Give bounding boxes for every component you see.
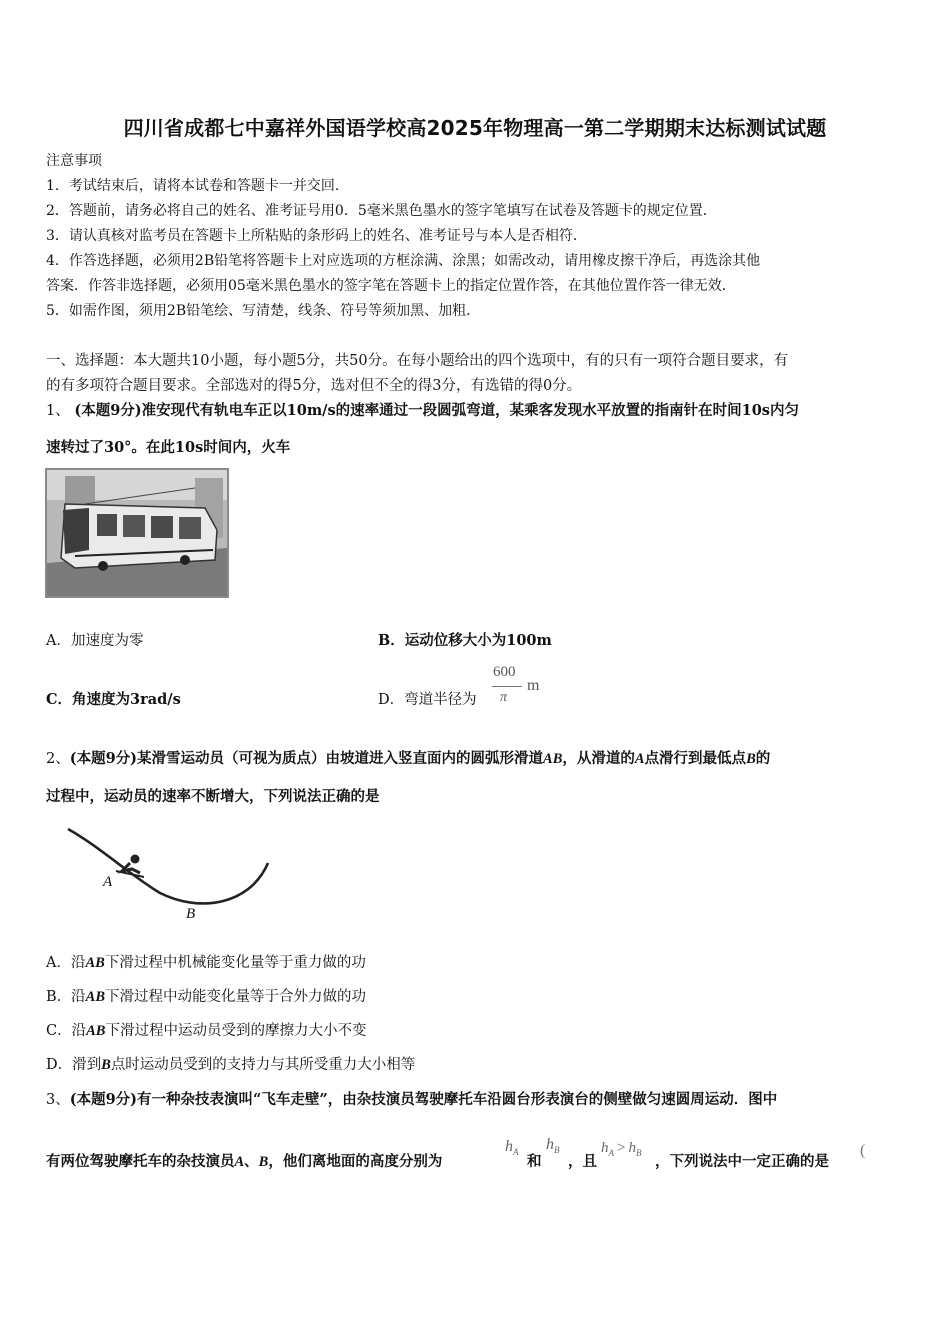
q1-stem-line2: 速转过了30°。在此10s时间内，火车: [46, 439, 291, 456]
q3-ineq-gt: >: [617, 1140, 626, 1156]
q3-and: 和: [527, 1153, 542, 1170]
q1-number: 1、: [46, 403, 70, 419]
q1-d-numerator: 600: [493, 664, 516, 680]
q1-stem-text: (本题9分)准安现代有轨电车正以10m/s的速率通过一段圆弧弯道，某乘客发现水平放置的指南针在时间10s内匀: [74, 402, 799, 419]
q2-option-c-pre: C．沿: [46, 1023, 87, 1039]
notice-heading: 注意事项: [46, 153, 102, 169]
q1-d-fraction-bar: [492, 686, 522, 687]
q2-stem-line1: [46, 749, 908, 769]
q1-option-d[interactable]: [378, 690, 477, 710]
q2-a: A: [634, 751, 645, 767]
q2-stem-b: ，从滑道的: [562, 750, 635, 767]
q2-option-d-pre: D．滑到: [46, 1057, 102, 1073]
q3-hb: [546, 1136, 560, 1155]
q3-stem-d: ，下列说法中一定正确的是: [655, 1153, 829, 1170]
q2-option-c-ab: AB: [86, 1023, 106, 1039]
q2-option-a-ab: AB: [85, 955, 105, 971]
section-intro-line1: 一、选择题：本大题共10小题，每小题5分，共50分。在每小题给出的四个选项中，有的只有一项符合题目要求，有: [46, 353, 789, 369]
notice-item-2: 2．答题前，请务必将自己的姓名、准考证号用0．5毫米黑色墨水的签字笔填写在试卷及答题卡的规定位置．: [46, 203, 717, 219]
skier-head-icon: [131, 855, 140, 864]
q3-hb-h: h: [546, 1136, 554, 1153]
q1-option-c[interactable]: C．角速度为3rad/s: [46, 691, 181, 708]
q2-option-d-b: B: [101, 1057, 111, 1073]
q1-d-unit: m: [527, 677, 540, 694]
q3-inequality: [601, 1140, 641, 1158]
section-intro-line2: 的有多项符合题目要求。全部选对的得5分，选对但不全的得3分，有选错的得0分。: [46, 378, 582, 394]
q3-a: A: [234, 1154, 245, 1170]
q1-option-b[interactable]: B．运动位移大小为100m: [378, 632, 552, 649]
q3-ha-sub: A: [513, 1147, 519, 1158]
q1-d-denominator: π: [500, 690, 508, 705]
q2-option-c[interactable]: [46, 1021, 366, 1041]
q2-number: 2、: [46, 751, 70, 767]
q2-option-d-post: 点时运动员受到的支持力与其所受重力大小相等: [110, 1057, 416, 1073]
q2-option-a[interactable]: [46, 953, 366, 973]
q2-option-c-post: 下滑过程中运动员受到的摩擦力大小不变: [105, 1023, 367, 1039]
q2-stem-a: (本题9分)某滑雪运动员（可视为质点）由坡道进入竖直面内的圆弧形滑道: [69, 750, 544, 767]
q3-hb-sub: B: [554, 1145, 560, 1156]
skier-body-icon: [122, 863, 140, 873]
notice-item-5: 5．如需作图，须用2B铅笔绘、写清楚，线条、符号等须加黑、加粗．: [46, 303, 481, 319]
q3-ha-h: h: [505, 1138, 513, 1155]
notice-item-3: 3．请认真核对监考员在答题卡上所粘贴的条形码上的姓名、准考证号与本人是否相符．: [46, 228, 587, 244]
q2-stem-c: 点滑行到最低点: [644, 750, 747, 767]
q3-ineq-h1: h: [601, 1140, 609, 1156]
q3-stem-b: ，他们离地面的高度分别为: [268, 1153, 443, 1170]
q2-option-a-pre: A．沿: [46, 955, 86, 971]
q2-option-b-post: 下滑过程中动能变化量等于合外力做的功: [105, 989, 366, 1005]
q1-option-d-label: D．弯道半径为: [378, 692, 477, 708]
q3-ineq-sub1: A: [608, 1148, 614, 1158]
q3-ineq-sub2: B: [635, 1148, 642, 1158]
q3-paren: (: [860, 1142, 866, 1159]
q2-stem-d: 的: [755, 750, 771, 767]
q3-b: B: [258, 1154, 269, 1170]
notice-item-4-cont: 答案．作答非选择题，必须用05毫米黑色墨水的签字笔在答题卡上的指定位置作答，在其他位置作答一律无效．: [46, 278, 736, 294]
q3-sep: 、: [244, 1153, 259, 1170]
q3-stem-text: (本题9分)有一种杂技表演叫“飞车走壁”，由杂技演员驾驶摩托车沿圆台形表演台的侧壁做匀速圆周运动．图中: [69, 1091, 778, 1108]
q2-option-b-ab: AB: [85, 989, 105, 1005]
q3-stem-a: 有两位驾驶摩托车的杂技演员: [46, 1153, 235, 1170]
q3-number: 3、: [46, 1092, 70, 1108]
q2-stem-line2: 过程中，运动员的速率不断增大，下列说法正确的是: [46, 788, 380, 805]
q2-option-a-post: 下滑过程中机械能变化量等于重力做的功: [104, 955, 366, 971]
ski-slope-figure: [60, 825, 275, 925]
tram-photo: [45, 468, 229, 598]
q2-option-b[interactable]: [46, 987, 366, 1007]
q2-ab: AB: [543, 751, 563, 767]
fig-label-a: A: [103, 874, 113, 890]
notice-item-4: 4．作答选择题，必须用2B铅笔将答题卡上对应选项的方框涂满、涂黑；如需改动，请用橡皮擦干净后，再选涂其他: [46, 253, 761, 269]
q3-stem-line1: [46, 1090, 908, 1110]
q1-stem-line1: [46, 401, 908, 421]
notice-item-1: 1．考试结束后，请将本试卷和答题卡一并交回．: [46, 178, 349, 194]
q2-option-d[interactable]: [46, 1055, 415, 1075]
q3-ha: [505, 1138, 519, 1157]
fig-label-b: B: [186, 906, 196, 922]
q2-b: B: [746, 751, 756, 767]
page-title: 四川省成都七中嘉祥外国语学校高2025年物理高一第二学期期末达标测试试题: [123, 116, 827, 140]
q2-option-b-pre: B．沿: [46, 989, 86, 1005]
q3-ineq-h2: h: [628, 1140, 636, 1156]
q3-stem-c: ，且: [568, 1153, 597, 1170]
q1-option-a[interactable]: A．加速度为零: [46, 633, 144, 649]
